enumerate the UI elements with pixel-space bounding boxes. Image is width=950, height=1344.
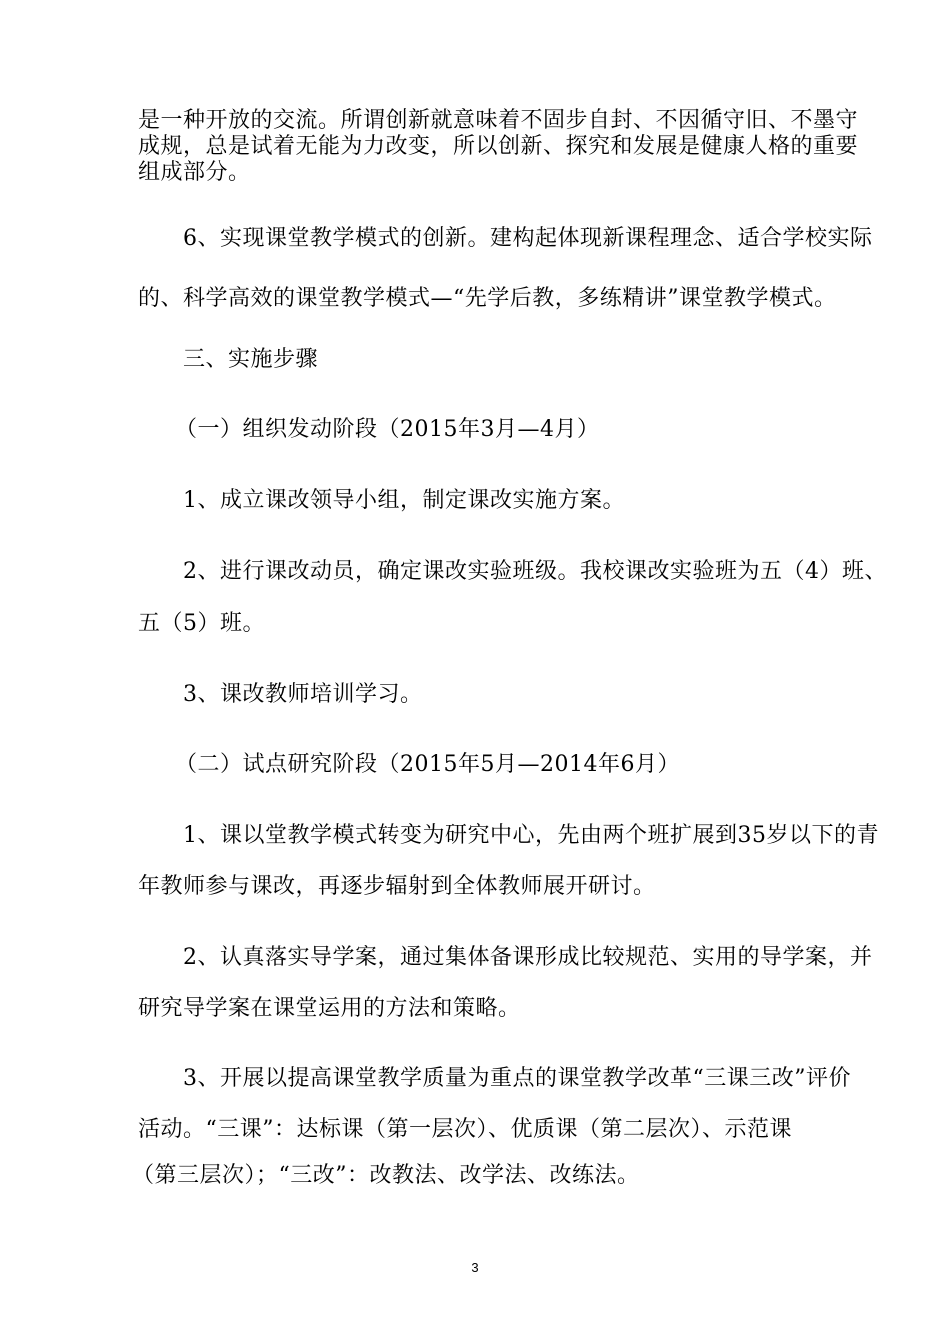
paragraph-line: 的、科学高效的课堂教学模式—“先学后教，多练精讲”课堂教学模式。 bbox=[138, 286, 837, 311]
paragraph-line: 6、实现课堂教学模式的创新。建构起体现新课程理念、适合学校实际 bbox=[183, 226, 873, 251]
paragraph-line: 3、课改教师培训学习。 bbox=[183, 682, 423, 707]
paragraph-line: 五（5）班。 bbox=[138, 611, 265, 636]
paragraph-line: 2、认真落实导学案，通过集体备课形成比较规范、实用的导学案，并 bbox=[183, 945, 873, 970]
paragraph-line: （第三层次）；“三改”：改教法、改学法、改练法。 bbox=[132, 1163, 640, 1188]
page-number: 3 bbox=[471, 1260, 479, 1275]
section-heading: 三、实施步骤 bbox=[183, 347, 319, 372]
paragraph-line: 1、成立课改领导小组，制定课改实施方案。 bbox=[183, 488, 625, 513]
paragraph-line: 组成部分。 bbox=[138, 160, 251, 185]
paragraph-line: 3、开展以提高课堂教学质量为重点的课堂教学改革“三课三改”评价 bbox=[183, 1066, 851, 1091]
subsection-heading: （二）试点研究阶段（2015年5月—2014年6月） bbox=[175, 752, 680, 777]
paragraph-line: 是一种开放的交流。所谓创新就意味着不固步自封、不因循守旧、不墨守 bbox=[138, 108, 859, 133]
paragraph-line: 活动。“三课”：达标课（第一层次）、优质课（第二层次）、示范课 bbox=[138, 1117, 792, 1142]
subsection-heading: （一）组织发动阶段（2015年3月—4月） bbox=[175, 417, 600, 442]
paragraph-line: 2、进行课改动员，确定课改实验班级。我校课改实验班为五（4）班、 bbox=[183, 559, 887, 584]
paragraph-line: 研究导学案在课堂运用的方法和策略。 bbox=[138, 996, 521, 1021]
paragraph-line: 年教师参与课改，再逐步辐射到全体教师展开研讨。 bbox=[138, 874, 656, 899]
paragraph-line: 1、课以堂教学模式转变为研究中心，先由两个班扩展到35岁以下的青 bbox=[183, 823, 879, 848]
paragraph-line: 成规，总是试着无能为力改变，所以创新、探究和发展是健康人格的重要 bbox=[138, 134, 859, 159]
